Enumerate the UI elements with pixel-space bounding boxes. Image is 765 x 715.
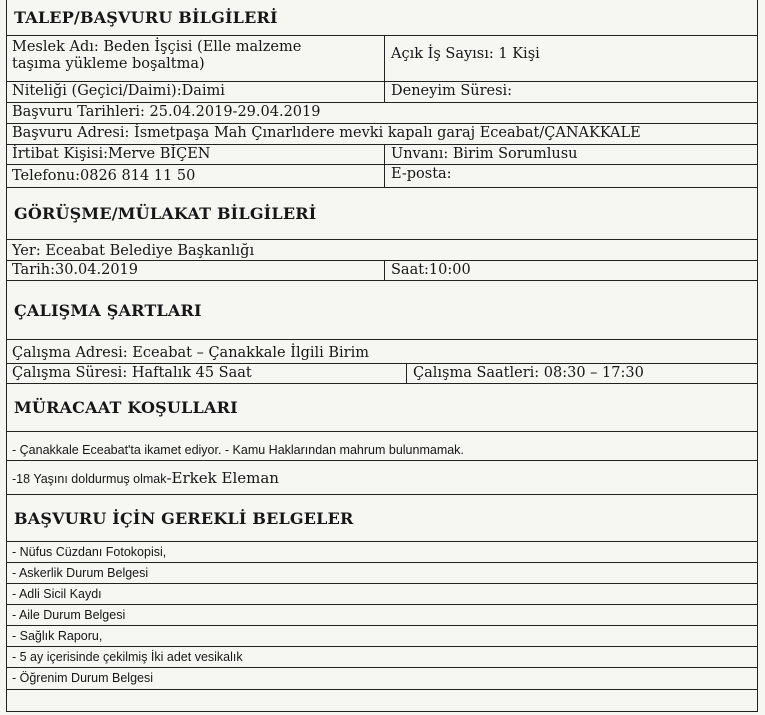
section-header-belgeler (6, 495, 758, 542)
calisma-adresi: Çalışma Adresi: Eceabat – Çanakkale İlgili Birim (12, 345, 369, 361)
gorusme-saat: Saat:10:00 (384, 261, 758, 280)
document-item (6, 626, 758, 647)
document-item-label: - Adli Sicil Kaydı (12, 587, 102, 601)
section-header-talep (6, 0, 758, 36)
acik-is-sayisi: Açık İş Sayısı: 1 Kişi (391, 46, 540, 62)
row-meslek (6, 36, 758, 82)
section-title-talep: TALEP/BAŞVURU BİLGİLERİ (14, 8, 278, 27)
document-item-label: - Askerlik Durum Belgesi (12, 566, 149, 580)
deneyim-suresi: Deneyim Süresi: (391, 83, 513, 99)
cell-acik-is (384, 36, 758, 81)
row-calisma-adresi (6, 340, 758, 364)
irtibat-kisisi: İrtibat Kişisi:Merve BİÇEN (12, 146, 211, 162)
section-header-calisma (6, 281, 758, 340)
basvuru-tarihleri: Başvuru Tarihleri: 25.04.2019-29.04.2019 (12, 104, 321, 120)
document-item (6, 668, 758, 690)
niteligi: Niteliği (Geçici/Daimi):Daimi (12, 83, 225, 99)
row-gorusme-tarih (6, 261, 758, 281)
section-title-muracaat: MÜRACAAT KOŞULLARI (14, 398, 238, 417)
document-item (6, 605, 758, 626)
document-item-label: - Öğrenim Durum Belgesi (12, 671, 154, 685)
section-title-belgeler: BAŞVURU İÇİN GEREKLİ BELGELER (14, 508, 354, 528)
cell-meslek (6, 36, 384, 81)
row-muracaat-2 (6, 461, 758, 495)
row-calisma-suresi (6, 364, 758, 384)
row-yer (6, 240, 758, 261)
document-item (6, 563, 758, 584)
row-tarihler (6, 103, 758, 124)
document-item-label: - 5 ay içerisinde çekilmiş İki adet vesikalık (12, 650, 243, 664)
muracaat-kosul-1: - Çanakkale Eceabat'ta ikamet ediyor. - Kamu Haklarından mahrum bulunmamak. (12, 443, 464, 457)
document-item-label: - Nüfus Cüzdanı Fotokopisi, (12, 545, 167, 559)
row-irtibat (6, 145, 758, 165)
row-muracaat-1 (6, 432, 758, 461)
muracaat-yas: -18 Yaşını doldurmuş olmak (12, 472, 167, 486)
section-header-muracaat (6, 384, 758, 432)
document-item (6, 542, 758, 563)
document-item-label: - Aile Durum Belgesi (12, 608, 126, 622)
document-item (6, 584, 758, 605)
section-title-gorusme: GÖRÜŞME/MÜLAKAT BİLGİLERİ (14, 204, 317, 223)
telefonu: Telefonu:0826 814 11 50 (12, 168, 196, 184)
unvani: Unvanı: Birim Sorumlusu (384, 145, 758, 164)
section-title-calisma: ÇALIŞMA ŞARTLARI (14, 300, 202, 320)
calisma-suresi: Çalışma Süresi: Haftalık 45 Saat (12, 365, 252, 381)
basvuru-adresi: Başvuru Adresi: İsmetpaşa Mah Çınarlıdere mevki kapalı garaj Eceabat/ÇANAKKALE (12, 125, 641, 141)
muracaat-kosul-2 (6, 461, 758, 494)
document-item-label: - Sağlık Raporu, (12, 629, 103, 643)
row-adres (6, 124, 758, 145)
muracaat-erkek: -Erkek Eleman (166, 469, 279, 487)
section-header-gorusme (6, 188, 758, 240)
gorusme-yer: Yer: Eceabat Belediye Başkanlığı (12, 243, 255, 259)
meslek-line-1: Meslek Adı: Beden İşçisi (Elle malzeme (12, 39, 302, 55)
gorusme-tarih: Tarih:30.04.2019 (12, 262, 139, 278)
meslek-line-2: taşıma yükleme boşaltma) (12, 56, 205, 72)
cell-niteligi (6, 82, 384, 102)
row-telefon (6, 165, 758, 188)
calisma-saatleri: Çalışma Saatleri: 08:30 – 17:30 (406, 364, 758, 383)
e-posta: E-posta: (384, 165, 758, 187)
cell-deneyim (384, 82, 758, 102)
row-niteligi (6, 82, 758, 103)
document-item (6, 647, 758, 668)
